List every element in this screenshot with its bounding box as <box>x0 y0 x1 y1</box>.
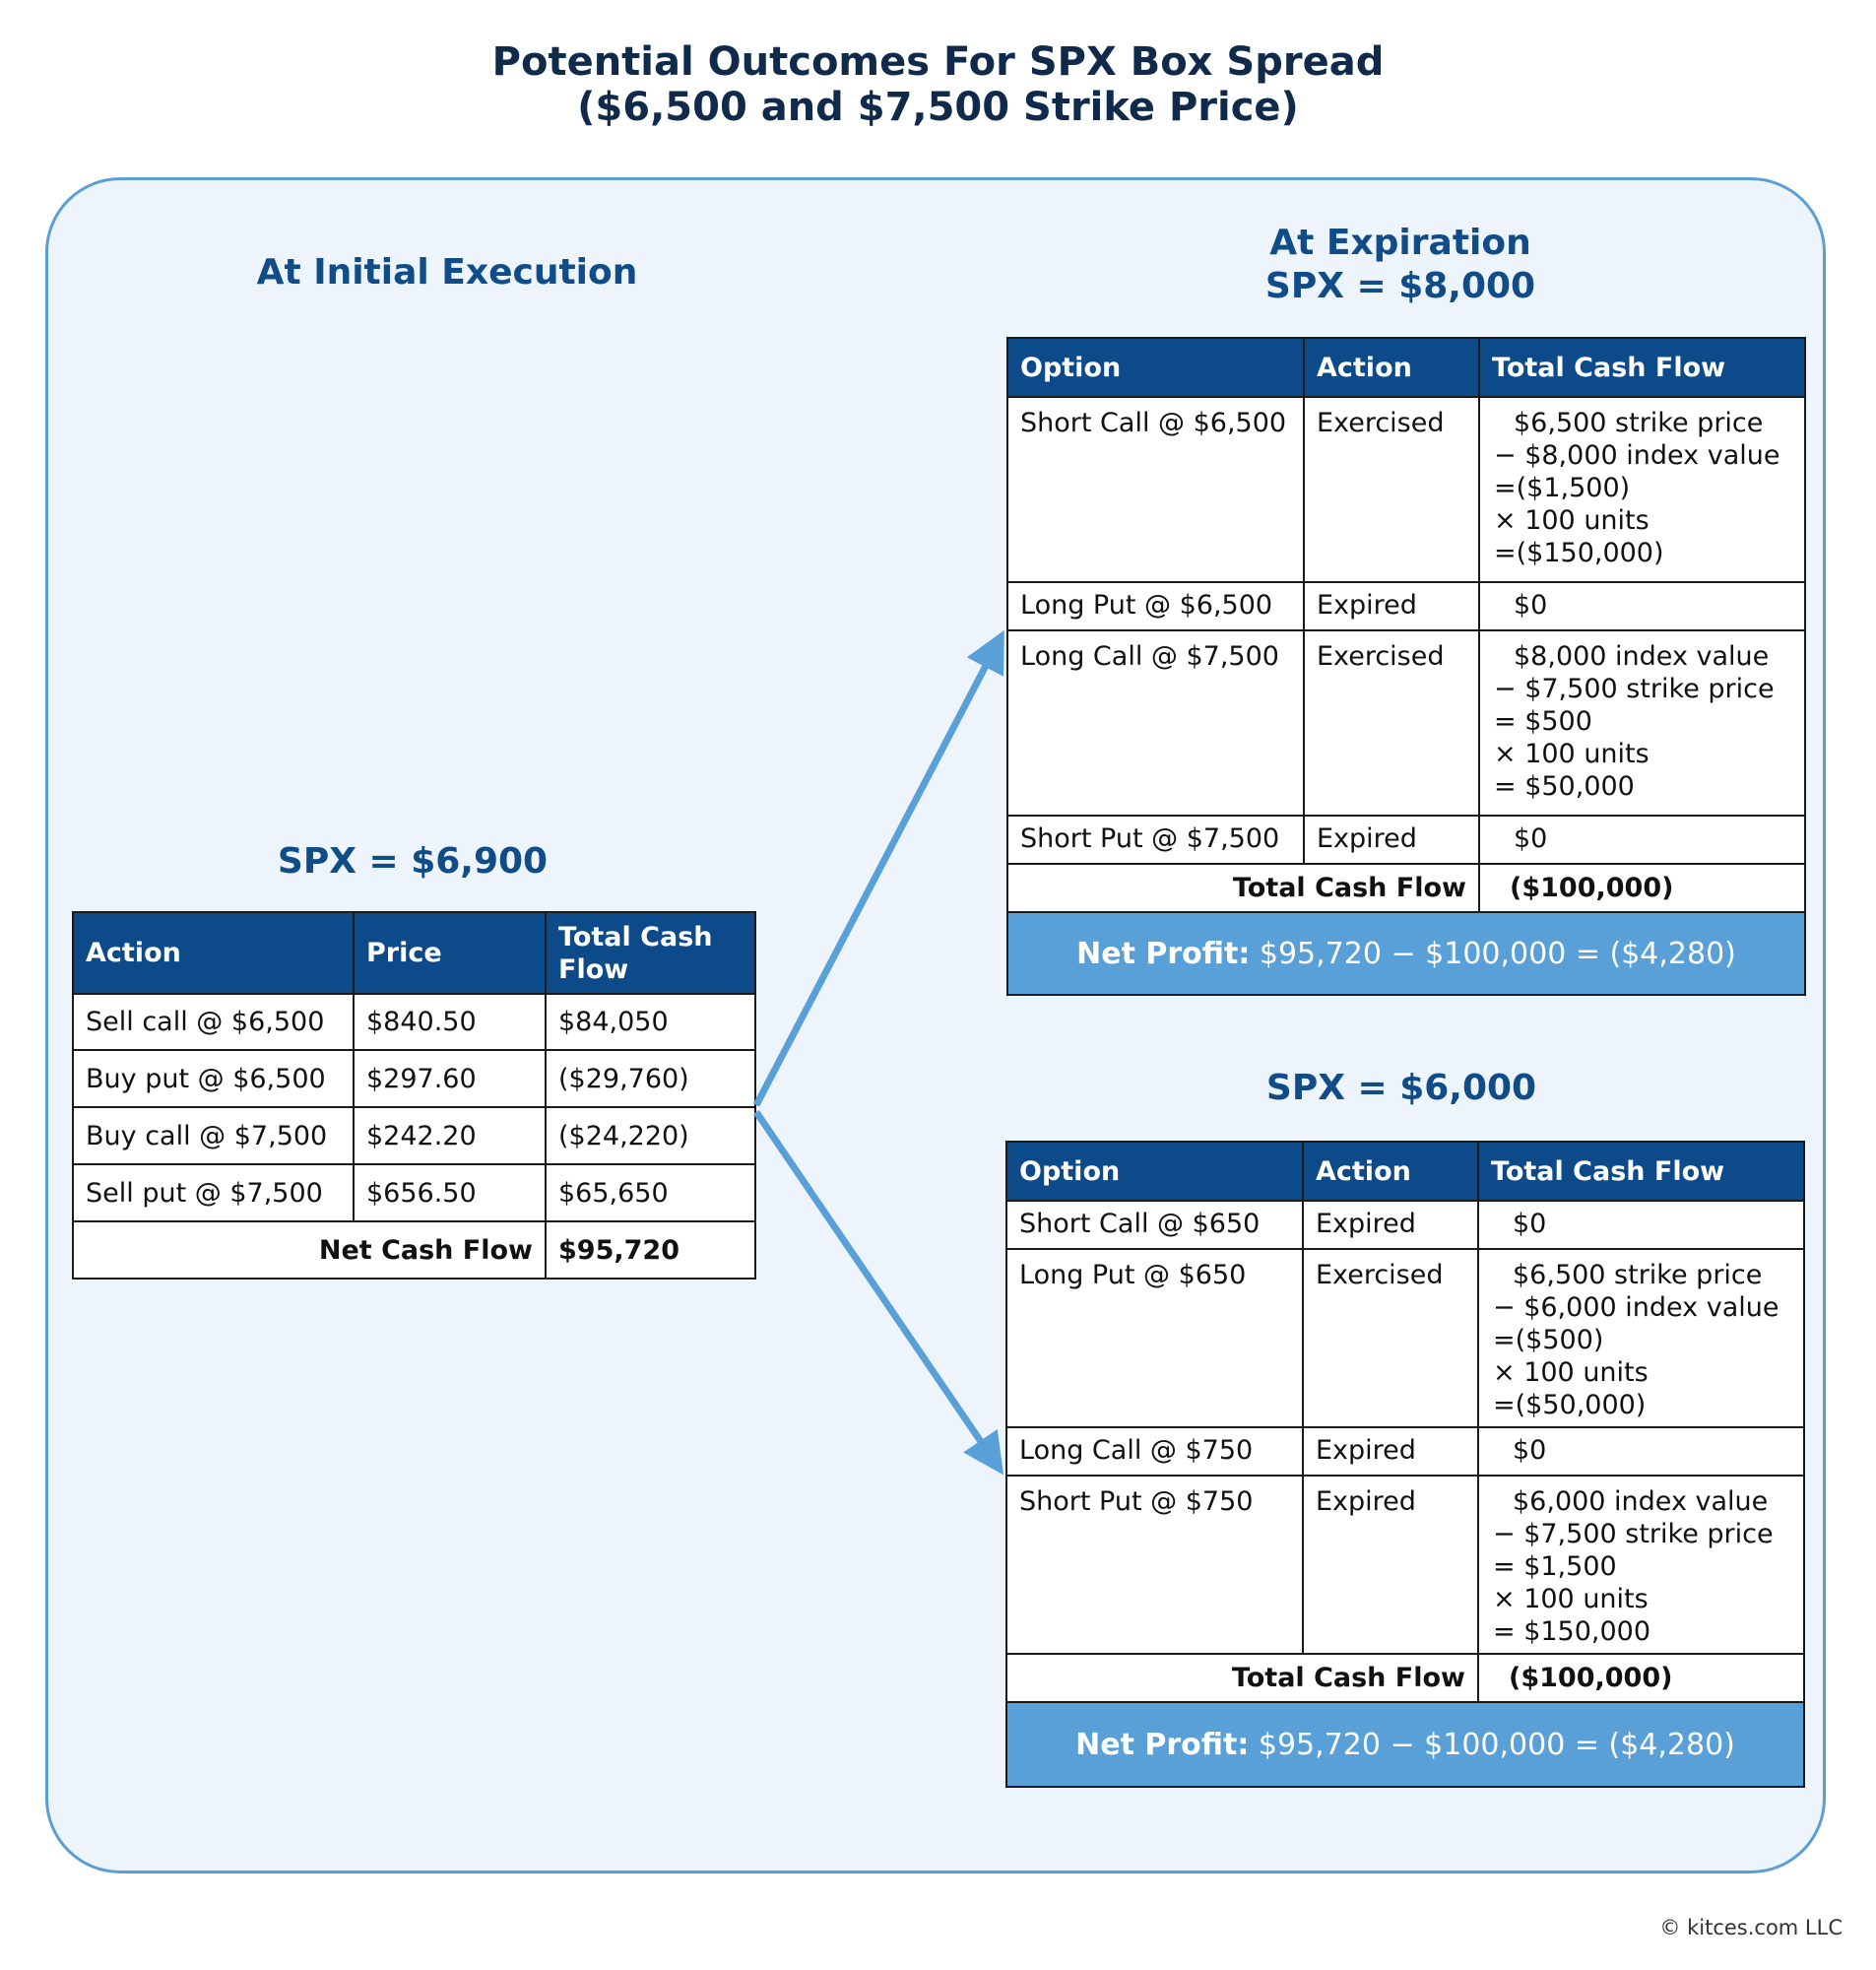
net-profit-row <box>1006 1702 1804 1787</box>
table-row <box>1006 1201 1804 1249</box>
net-cash-flow-row <box>73 1221 755 1279</box>
cell-flow <box>1478 1476 1804 1654</box>
table-row <box>1007 630 1805 816</box>
flow-line: = $500 <box>1494 706 1592 737</box>
flow-line: $0 <box>1514 823 1548 854</box>
column-header-price: Price <box>354 912 546 994</box>
flow-line: × 100 units <box>1494 739 1650 769</box>
total-cash-flow-value: ($100,000) <box>1478 1654 1804 1702</box>
flow-line: = $1,500 <box>1493 1551 1617 1582</box>
net-profit-cell <box>1007 912 1805 995</box>
initial-execution-table <box>72 911 756 1280</box>
column-header-option: Option <box>1007 338 1304 397</box>
net-cash-flow-label: Net Cash Flow <box>73 1221 546 1279</box>
cell-flow <box>1478 1201 1804 1249</box>
column-header-total-cash-flow: Total Cash Flow <box>1478 1142 1804 1201</box>
net-cash-flow-value: $95,720 <box>546 1221 755 1279</box>
flow-line: − $6,000 index value <box>1493 1292 1779 1323</box>
cell-flow <box>1479 397 1805 582</box>
column-header-total-cash-flow: Total Cash Flow <box>1479 338 1805 397</box>
cell-flow: ($29,760) <box>546 1050 755 1107</box>
flow-line: × 100 units <box>1493 1584 1649 1614</box>
total-cash-flow-row <box>1007 864 1805 912</box>
copyright-text: © kitces.com LLC <box>1659 1916 1843 1939</box>
cell-option: Short Put @ $750 <box>1006 1476 1303 1654</box>
flow-line: $6,000 index value <box>1513 1486 1769 1517</box>
cell-action: Buy put @ $6,500 <box>73 1050 354 1107</box>
chart-title <box>0 39 1876 130</box>
cell-action: Expired <box>1303 1476 1478 1654</box>
cell-option: Long Call @ $750 <box>1006 1427 1303 1476</box>
table-row <box>1007 582 1805 630</box>
flow-line: $0 <box>1513 1209 1547 1239</box>
cell-flow: $65,650 <box>546 1164 755 1221</box>
net-profit-label: Net Profit: <box>1076 936 1251 971</box>
table-row <box>73 1164 755 1221</box>
table-header-row <box>1007 338 1805 397</box>
cell-option: Short Call @ $6,500 <box>1007 397 1304 582</box>
cell-option: Short Call @ $650 <box>1006 1201 1303 1249</box>
column-header-option: Option <box>1006 1142 1303 1201</box>
cell-flow <box>1479 816 1805 864</box>
cell-action: Buy call @ $7,500 <box>73 1107 354 1164</box>
table-row <box>73 1107 755 1164</box>
table-row <box>1006 1476 1804 1654</box>
expiration-heading <box>1046 222 1755 308</box>
flow-line: × 100 units <box>1493 1357 1649 1388</box>
flow-line: − $8,000 index value <box>1494 440 1780 471</box>
cell-action: Expired <box>1304 816 1479 864</box>
flow-line: = $50,000 <box>1494 771 1635 802</box>
flow-line: − $7,500 strike price <box>1493 1519 1774 1549</box>
cell-price: $656.50 <box>354 1164 546 1221</box>
cell-price: $840.50 <box>354 994 546 1050</box>
cell-flow <box>1479 630 1805 816</box>
table-row <box>1007 397 1805 582</box>
expiration-high-table <box>1006 337 1806 996</box>
table-row <box>73 1050 755 1107</box>
flow-line: =($1,500) <box>1494 473 1631 503</box>
net-profit-value: $95,720 − $100,000 = ($4,280) <box>1258 1727 1735 1762</box>
flow-line: $6,500 strike price <box>1513 1260 1763 1290</box>
net-profit-label: Net Profit: <box>1075 1727 1250 1762</box>
flow-line: $0 <box>1514 590 1548 621</box>
cell-option: Short Put @ $7,500 <box>1007 816 1304 864</box>
table-row <box>1006 1427 1804 1476</box>
total-cash-flow-row <box>1006 1654 1804 1702</box>
flow-line: × 100 units <box>1494 505 1650 536</box>
column-header-total-cash-flow: Total Cash Flow <box>546 912 755 994</box>
cell-action: Expired <box>1304 582 1479 630</box>
cell-option: Long Put @ $6,500 <box>1007 582 1304 630</box>
cell-flow: ($24,220) <box>546 1107 755 1164</box>
title-line-1: Potential Outcomes For SPX Box Spread <box>491 39 1385 85</box>
cell-action: Sell put @ $7,500 <box>73 1164 354 1221</box>
cell-flow <box>1478 1249 1804 1427</box>
column-header-action: Action <box>73 912 354 994</box>
expiration-heading-line-1: At Expiration <box>1269 223 1531 263</box>
cell-flow: $84,050 <box>546 994 755 1050</box>
cell-action: Sell call @ $6,500 <box>73 994 354 1050</box>
cell-action: Expired <box>1303 1427 1478 1476</box>
flow-line: = $150,000 <box>1493 1616 1651 1647</box>
net-profit-cell <box>1006 1702 1804 1787</box>
flow-line: $8,000 index value <box>1514 641 1770 672</box>
flow-line: $0 <box>1513 1435 1547 1466</box>
table-row <box>1007 816 1805 864</box>
cell-option: Long Put @ $650 <box>1006 1249 1303 1427</box>
table-header-row <box>1006 1142 1804 1201</box>
expiration-heading-line-2: SPX = $8,000 <box>1264 266 1536 306</box>
cell-action: Exercised <box>1304 397 1479 582</box>
initial-execution-heading: At Initial Execution <box>256 252 638 293</box>
column-header-action: Action <box>1304 338 1479 397</box>
cell-option: Long Call @ $7,500 <box>1007 630 1304 816</box>
flow-line: − $7,500 strike price <box>1494 674 1775 704</box>
cell-flow <box>1478 1427 1804 1476</box>
low-scenario-heading: SPX = $6,000 <box>1265 1068 1537 1108</box>
table-row <box>73 994 755 1050</box>
total-cash-flow-label: Total Cash Flow <box>1006 1654 1478 1702</box>
table-header-row <box>73 912 755 994</box>
flow-line: =($50,000) <box>1493 1390 1647 1420</box>
flow-line: =($150,000) <box>1494 538 1664 568</box>
flow-line: $6,500 strike price <box>1514 408 1764 438</box>
cell-price: $242.20 <box>354 1107 546 1164</box>
net-profit-value: $95,720 − $100,000 = ($4,280) <box>1259 936 1736 971</box>
title-line-2: ($6,500 and $7,500 Strike Price) <box>577 85 1299 130</box>
cell-price: $297.60 <box>354 1050 546 1107</box>
total-cash-flow-label: Total Cash Flow <box>1007 864 1479 912</box>
cell-flow <box>1479 582 1805 630</box>
expiration-low-table <box>1005 1141 1805 1788</box>
flow-line: =($500) <box>1493 1325 1604 1355</box>
net-profit-row <box>1007 912 1805 995</box>
initial-spx-label: SPX = $6,900 <box>277 841 549 882</box>
column-header-action: Action <box>1303 1142 1478 1201</box>
cell-action: Exercised <box>1304 630 1479 816</box>
cell-action: Exercised <box>1303 1249 1478 1427</box>
table-row <box>1006 1249 1804 1427</box>
cell-action: Expired <box>1303 1201 1478 1249</box>
total-cash-flow-value: ($100,000) <box>1479 864 1805 912</box>
